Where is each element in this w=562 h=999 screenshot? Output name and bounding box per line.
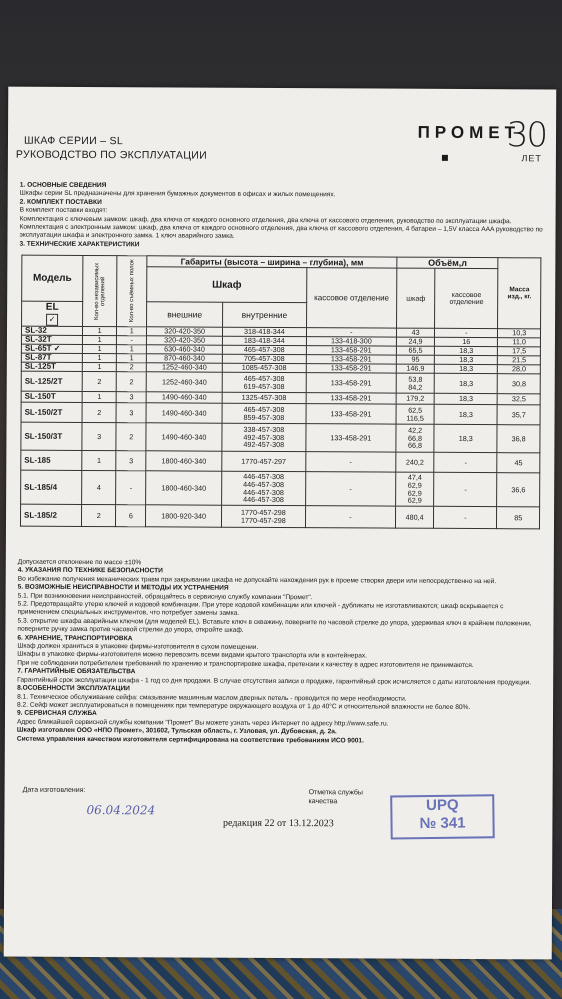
- cell-mass: 32,5: [498, 394, 541, 405]
- cell-vcash: -: [434, 472, 497, 506]
- cell-inner: 183-418-344: [222, 336, 306, 345]
- section-text: 5.3. открытие шкафа аварийным ключом (для моделей EL). Вставьте ключ в скважину, поверните по часовой стрелке до упора, удерживая ключ в крайнем положении, поверните ручку замка против часовой стрелки до упора, откройте шкаф.: [17, 617, 532, 635]
- cell-ind: 1: [82, 353, 116, 362]
- header-independent: Кол-во независимых отделений: [83, 255, 118, 326]
- cell-sh: 2: [116, 423, 146, 451]
- cell-mass: 21,5: [498, 356, 541, 365]
- header-cash: кассовое отделение: [306, 268, 396, 328]
- cell-cash: -: [306, 452, 396, 472]
- manual-page: [4, 87, 557, 960]
- section-text: При не соблюдении потребителем требований по хранению и транспортировке шкафа, претензии к качеству в адрес изготовителя не принимаются.: [17, 659, 474, 669]
- cell-sh: 3: [116, 392, 146, 403]
- cell-model: SL-125T: [21, 362, 82, 371]
- header-el: EL ✓: [22, 301, 83, 326]
- cell-cash: 133-458-291: [306, 424, 396, 452]
- cell-ind: 1: [82, 362, 116, 371]
- section-text: Комплектация с ключевым замком: шкаф, два ключа от каждого основного отделения, два ключа от кассового отделения, руководство по эксплуатации шкафа.: [19, 215, 512, 225]
- cell-vol: 62,5 116,5: [396, 404, 434, 424]
- cell-outer: 1490-460-340: [146, 392, 222, 403]
- section-text: Допускается отклонение по массе ±10%: [17, 558, 142, 567]
- cell-ind: 3: [82, 422, 116, 450]
- cell-cash: 133-418-300: [306, 337, 396, 346]
- cell-mass: 28,0: [498, 365, 541, 374]
- cell-vol: 480,4: [395, 506, 433, 528]
- cell-outer: 1800-460-340: [146, 451, 222, 471]
- cell-vol: 43: [396, 328, 434, 337]
- cell-vol: 24,9: [396, 337, 434, 346]
- cell-vcash: 18,3: [435, 346, 498, 355]
- cell-sh: -: [116, 471, 146, 505]
- cell-outer: 1490-460-340: [146, 403, 222, 423]
- cell-outer: 1800-920-340: [146, 505, 222, 527]
- brand-logo-suffix: ЛЕТ: [521, 153, 542, 164]
- cell-cash: 133-458-291: [306, 355, 396, 364]
- cell-inner: 1770-457-297: [222, 451, 306, 471]
- section-text: 5.2. Предотвращайте утерю ключей и кодовой комбинации. При утере кодовой комбинации или ключей - дубликаты не изготавливаются; шкаф вскрывается с применением специальных инструментов, что потребует замены замка.: [17, 600, 504, 618]
- cell-inner: 1325-457-308: [222, 392, 306, 403]
- section-heading: Система управления качеством изготовителя сертифицирована на соответствие требованиям ИСО 9001.: [16, 735, 364, 744]
- section-heading: 8.ОСОБЕННОСТИ ЭКСПЛУАТАЦИИ: [17, 684, 130, 693]
- cell-ind: 2: [82, 371, 116, 391]
- section-text: 5.1. При возникновении неисправностей, обращайтесь в сервисную службу компании "Промет".: [17, 592, 313, 601]
- brand-logo-square: [442, 155, 448, 161]
- cell-sh: 3: [116, 451, 146, 471]
- cell-cash: 133-458-291: [306, 373, 396, 393]
- doc-subtitle: РУКОВОДСТВО ПО ЭКСПЛУАТАЦИИ: [15, 148, 208, 162]
- cell-model: SL-150T: [21, 391, 82, 402]
- cell-model: SL-185: [21, 450, 82, 470]
- cell-mass: 11,0: [498, 338, 541, 347]
- section-heading: 9. СЕРВИСНАЯ СЛУЖБА: [16, 709, 97, 718]
- header-dims: Габариты (высота – ширина – глубина), мм: [147, 256, 397, 268]
- cell-vcash: 18,3: [434, 424, 497, 452]
- cell-inner: 1770-457-298 1770-457-298: [221, 505, 305, 527]
- section-text: Шкафы в упаковке фирмы-изготовителя можно перевозить всеми видами крытого транспорта или в контейнерах.: [17, 651, 368, 660]
- section-text: Шкафы серии SL предназначены для хранения бумажных документов в офисах и жилых помещениях.: [19, 190, 336, 199]
- cell-vcash: -: [435, 328, 498, 337]
- brand-logo-number: 30: [506, 115, 547, 156]
- header-vol-cash: кассовое отделение: [435, 268, 499, 328]
- cell-vol: 47,4 62,9 62,9 62,9: [396, 472, 435, 506]
- section-heading: 4. УКАЗАНИЯ ПО ТЕХНИКЕ БЕЗОПАСНОСТИ: [17, 567, 163, 575]
- cell-mass: 36,6: [497, 473, 540, 507]
- header-vol-cabinet: шкаф: [396, 268, 435, 328]
- cell-model: SL-150/2T: [21, 402, 82, 422]
- manufacture-date: 06.04.2024: [86, 802, 156, 818]
- cell-vcash: 18,3: [434, 404, 497, 424]
- header-model: Модель: [22, 255, 83, 301]
- cell-outer: 320-420-350: [147, 327, 223, 336]
- date-label: Дата изготовления:: [22, 786, 86, 794]
- cell-mass: 35,7: [497, 405, 540, 425]
- section-text: В комплект поставки входят:: [19, 206, 108, 215]
- cell-mass: 85: [497, 507, 540, 529]
- cell-outer: 1252-460-340: [147, 363, 223, 372]
- cell-vol: 146,9: [396, 364, 434, 373]
- cell-model: SL-65T ✓: [21, 344, 82, 353]
- intro-sections: [19, 182, 544, 252]
- section-heading: 2. КОМПЛЕКТ ПОСТАВКИ: [19, 198, 102, 206]
- section-heading: 5. ВОЗМОЖНЫЕ НЕИСПРАВНОСТИ И МЕТОДЫ ИХ УСТРАНЕНИЯ: [17, 583, 229, 592]
- cell-inner: 318-418-344: [222, 327, 306, 336]
- doc-title: ШКАФ СЕРИИ – SL: [23, 134, 124, 148]
- cell-mass: 36,8: [497, 425, 540, 453]
- cell-ind: 1: [82, 344, 116, 353]
- table-row: [21, 402, 540, 425]
- cell-model: SL-32T: [21, 335, 82, 344]
- cell-cash: 133-458-291: [306, 404, 396, 424]
- header-mass: Масса изд., кг.: [498, 258, 541, 329]
- cell-model: SL-125/2T: [21, 371, 82, 391]
- cell-cash: 133-458-291: [306, 346, 396, 355]
- cell-sh: 1: [117, 327, 147, 336]
- section-text: Комплектация с электронным замком: шкаф, два ключа от каждого основного отделения, два ключа от кассового отделения, 4 батареи – 1,5V класса AAA руководство по эксплуатации шкафа и электронного замка. 1 ключ аварийного замка.: [19, 223, 543, 241]
- cell-outer: 1490-460-340: [146, 423, 222, 451]
- table-row: [21, 422, 540, 453]
- cell-vcash: 18,3: [435, 364, 498, 373]
- cell-ind: 2: [82, 402, 116, 422]
- cell-inner: 446-457-308 446-457-308 446-457-308 446-457-308: [222, 471, 306, 505]
- cell-cash: -: [305, 472, 395, 506]
- cell-sh: 3: [116, 403, 146, 423]
- cell-inner: 465-457-308: [222, 345, 306, 354]
- section-heading: 1. ОСНОВНЫЕ СВЕДЕНИЯ: [19, 181, 107, 190]
- cell-sh: 2: [116, 372, 146, 392]
- cell-outer: 320-420-350: [147, 336, 223, 345]
- section-heading: 6. ХРАНЕНИЕ, ТРАНСПОРТИРОВКА: [17, 634, 133, 642]
- section-text: Во избежание получения механических травм при закрывании шкафа не допускайте нахождения рук в проеме створки двери или непосредственно на ней.: [17, 575, 497, 585]
- cell-ind: 1: [83, 326, 117, 335]
- cell-vcash: -: [434, 506, 497, 528]
- spec-table: [20, 255, 541, 530]
- section-text: 8.2. Сейф может эксплуатироваться в помещениях при температуре окружающего воздуха от 1 до 40°С и относительной влажности не более 80%.: [17, 701, 471, 711]
- cell-vcash: -: [434, 452, 497, 472]
- table-row: [20, 504, 539, 529]
- qc-label: Отметка службы качества: [308, 789, 363, 806]
- cell-vol: 65,5: [396, 346, 434, 355]
- cell-inner: 465-457-308 619-457-308: [222, 372, 306, 392]
- cell-outer: 630-460-340: [147, 345, 223, 354]
- cell-vol: 42,2 66,8 66,8: [396, 424, 434, 452]
- cell-cash: 133-458-291: [306, 393, 396, 404]
- cell-mass: 30,8: [498, 374, 541, 394]
- cell-ind: 1: [82, 450, 116, 470]
- cell-model: SL-150/3T: [21, 422, 82, 450]
- header-outer: внешние: [147, 302, 223, 327]
- edition-note: редакция 22 от 13.12.2023: [223, 817, 334, 830]
- cell-ind: 2: [82, 504, 116, 526]
- cell-model: SL-185/4: [21, 470, 82, 504]
- header-cabinet: Шкаф: [147, 267, 307, 303]
- section-text: 8.1. Техническое обслуживание сейфа: смазывание машинным маслом дверных петель - проводится по мере необходимости.: [17, 693, 407, 703]
- table-row: [21, 470, 540, 507]
- cell-model: SL-185/2: [20, 504, 81, 526]
- cell-model: SL-87T: [21, 353, 82, 362]
- cell-ind: 1: [82, 391, 116, 402]
- cell-sh: -: [117, 336, 147, 345]
- cell-model: SL-32: [21, 326, 82, 335]
- table-row: [21, 371, 540, 394]
- table-row: [21, 450, 540, 473]
- el-checkbox: ✓: [46, 314, 58, 326]
- cell-inner: 465-457-308 859-457-308: [222, 403, 306, 423]
- cell-sh: 1: [117, 354, 147, 363]
- header-volume: Объём,л: [397, 257, 499, 269]
- cell-vcash: 18,3: [434, 393, 497, 404]
- cell-sh: 2: [117, 363, 147, 372]
- cell-inner: 338-457-308 492-457-308 492-457-308: [222, 423, 306, 451]
- header-shelves: Кол-во съёмных полок: [117, 256, 147, 327]
- cell-cash: 133-458-291: [306, 364, 396, 373]
- cell-sh: 1: [117, 345, 147, 354]
- cell-ind: 4: [82, 470, 116, 504]
- cell-outer: 1800-460-340: [146, 471, 222, 505]
- cell-outer: 1252-460-340: [146, 372, 222, 392]
- cell-vcash: 16: [435, 337, 498, 346]
- section-text: Адрес ближайшей сервисной службы компании "Промет" Вы можете узнать через Интернет по адресу http://www.safe.ru.: [16, 718, 389, 728]
- cell-mass: 10,3: [498, 329, 541, 338]
- cell-vol: 240,2: [396, 452, 434, 472]
- cell-vol: 95: [396, 355, 434, 364]
- cell-sh: 6: [116, 505, 146, 527]
- cell-inner: 1085-457-308: [222, 363, 306, 372]
- cell-vcash: 18,3: [435, 355, 498, 364]
- section-heading: Шкаф изготовлен ООО «НПО Промет», 301602, Тульская область, г. Узловая, ул. Дубовская, д. 2а.: [16, 726, 337, 736]
- section-text: Гарантийный срок эксплуатации шкафа - 1 год со дня продажи. В случае отсутствия записи о продаже, гарантийный срок исчисляется с даты изготовления продукции.: [17, 676, 532, 687]
- cell-cash: -: [305, 506, 395, 528]
- section-text: Шкаф должен храниться в упаковке фирмы-изготовителя в сухом помещении.: [17, 642, 259, 651]
- cell-mass: 45: [497, 453, 540, 473]
- cell-cash: -: [306, 328, 396, 337]
- cell-vol: 179,2: [396, 393, 434, 404]
- bottom-sections: [17, 559, 543, 747]
- header-inner: внутренние: [222, 302, 306, 327]
- brand-logo-text: ПРОМЕТ: [417, 122, 521, 143]
- section-heading: 7. ГАРАНТИЙНЫЕ ОБЯЗАТЕЛЬСТВА: [17, 667, 136, 676]
- qc-stamp: UPQ № 341: [390, 794, 495, 839]
- cell-vcash: 18,3: [434, 373, 497, 393]
- cell-ind: 1: [83, 335, 117, 344]
- section-heading: 3. ТЕХНИЧЕСКИЕ ХАРАКТЕРИСТИКИ: [19, 240, 140, 249]
- cell-mass: 17,5: [498, 347, 541, 356]
- cell-vol: 53,8 84,2: [396, 373, 434, 393]
- cell-outer: 870-460-340: [147, 354, 223, 363]
- cell-inner: 705-457-308: [222, 354, 306, 363]
